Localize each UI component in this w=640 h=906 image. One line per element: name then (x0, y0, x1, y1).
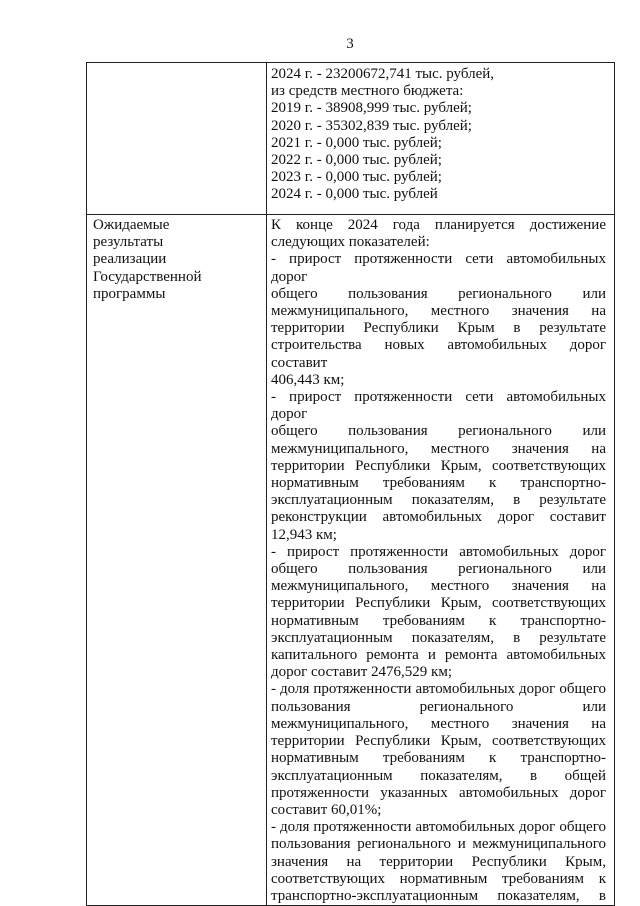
indicator-paragraph (271, 389, 606, 544)
funding-line: 2024 г. - 0,000 тыс. рублей (271, 186, 438, 203)
text-line: общего пользования регионального или (271, 561, 606, 578)
funding-line: 2022 г. - 0,000 тыс. рублей; (271, 152, 442, 169)
text-line: дорог составит 2476,529 км; (271, 664, 452, 681)
text-line: соответствующих нормативным требованиям к (271, 870, 606, 887)
funding-line: 2024 г. - 23200672,741 тыс. рублей, (271, 66, 495, 82)
text-line: - прирост протяженности автомобильных дорог (271, 543, 606, 560)
text-line: 406,443 км; (271, 371, 345, 388)
text-line: межмуниципального, местного значения на (271, 440, 606, 457)
text-line: нормативным требованиям к транспортно- (271, 612, 606, 629)
text-line: - прирост протяженности сети автомобильных дорог (271, 251, 606, 285)
indicator-paragraph (271, 681, 606, 819)
indicator-paragraph (271, 544, 606, 682)
indicator-paragraph (271, 819, 606, 905)
text-line: капитального ремонта и ремонта автомобильных (271, 647, 606, 664)
funding-line: 2021 г. - 0,000 тыс. рублей; (271, 134, 442, 151)
funding-line: 2019 г. - 38908,999 тыс. рублей; (271, 100, 472, 117)
label-line: результаты (93, 234, 164, 251)
expected-results-text-cell (267, 215, 615, 906)
text-line: составит 60,01%; (271, 801, 382, 818)
text-line: нормативным требованиям к транспортно- (271, 750, 606, 767)
text-line: эксплуатационным показателям, в результате (271, 492, 606, 509)
text-line: - прирост протяженности сети автомобильных дорог (271, 389, 606, 423)
text-line: пользования регионального или (271, 698, 606, 715)
text-line: общего пользования регионального или (271, 285, 606, 302)
text-line: пользования регионального и межмуниципального (271, 836, 606, 853)
text-line: транспортно-эксплуатационным показателям, в (271, 887, 606, 904)
label-line: Ожидаемые (93, 217, 170, 233)
expected-results-label (93, 217, 266, 303)
funding-line: из средств местного бюджета: (271, 83, 464, 100)
text-line: значения на территории Республики Крым, (271, 853, 606, 870)
text-line: межмуниципального, местного значения на (271, 578, 606, 595)
text-line: К конце 2024 года планируется достижение (271, 217, 606, 233)
label-line: Государственной (93, 268, 202, 285)
indicator-paragraph (271, 251, 606, 389)
funding-label-cell (87, 63, 267, 215)
text-line: территории Республики Крым, соответствующих (271, 733, 606, 750)
funding-line: 2023 г. - 0,000 тыс. рублей; (271, 169, 442, 186)
text-line: протяженности указанных автомобильных дорог (271, 784, 606, 801)
funding-line: 2020 г. - 35302,839 тыс. рублей; (271, 117, 472, 134)
text-line: - доля протяженности автомобильных дорог общего (271, 681, 606, 698)
text-line: эксплуатационным показателям, в общей (271, 767, 606, 784)
text-line: межмуниципального, местного значения на (271, 715, 606, 732)
text-line: следующих показателей: (271, 234, 430, 251)
text-line: 12,943 км; (271, 526, 337, 543)
label-line: реализации (93, 251, 167, 268)
program-passport-table (86, 62, 615, 906)
indicator-paragraph (271, 217, 606, 251)
text-line: нормативным требованиям к транспортно- (271, 475, 606, 492)
text-line: территории Республики Крым в результате (271, 320, 606, 337)
text-line: - доля протяженности автомобильных дорог общего (271, 819, 606, 836)
text-line: эксплуатационным показателям, в результате (271, 629, 606, 646)
funding-values-cell (267, 63, 615, 215)
text-line: территории Республики Крым, соответствующих (271, 595, 606, 612)
text-line: территории Республики Крым, соответствующих (271, 457, 606, 474)
expected-results-label-cell (87, 215, 267, 906)
text-line: реконструкции автомобильных дорог составит (271, 509, 606, 526)
page-number: 3 (346, 36, 354, 52)
label-line: программы (93, 285, 166, 302)
text-line: межмуниципального, местного значения на (271, 303, 606, 320)
funding-lines (271, 66, 606, 204)
expected-results-row (87, 215, 615, 906)
text-line: строительства новых автомобильных дорог составит (271, 337, 606, 371)
funding-row (87, 63, 615, 215)
expected-results-text (271, 217, 606, 905)
text-line: общего пользования регионального или (271, 423, 606, 440)
